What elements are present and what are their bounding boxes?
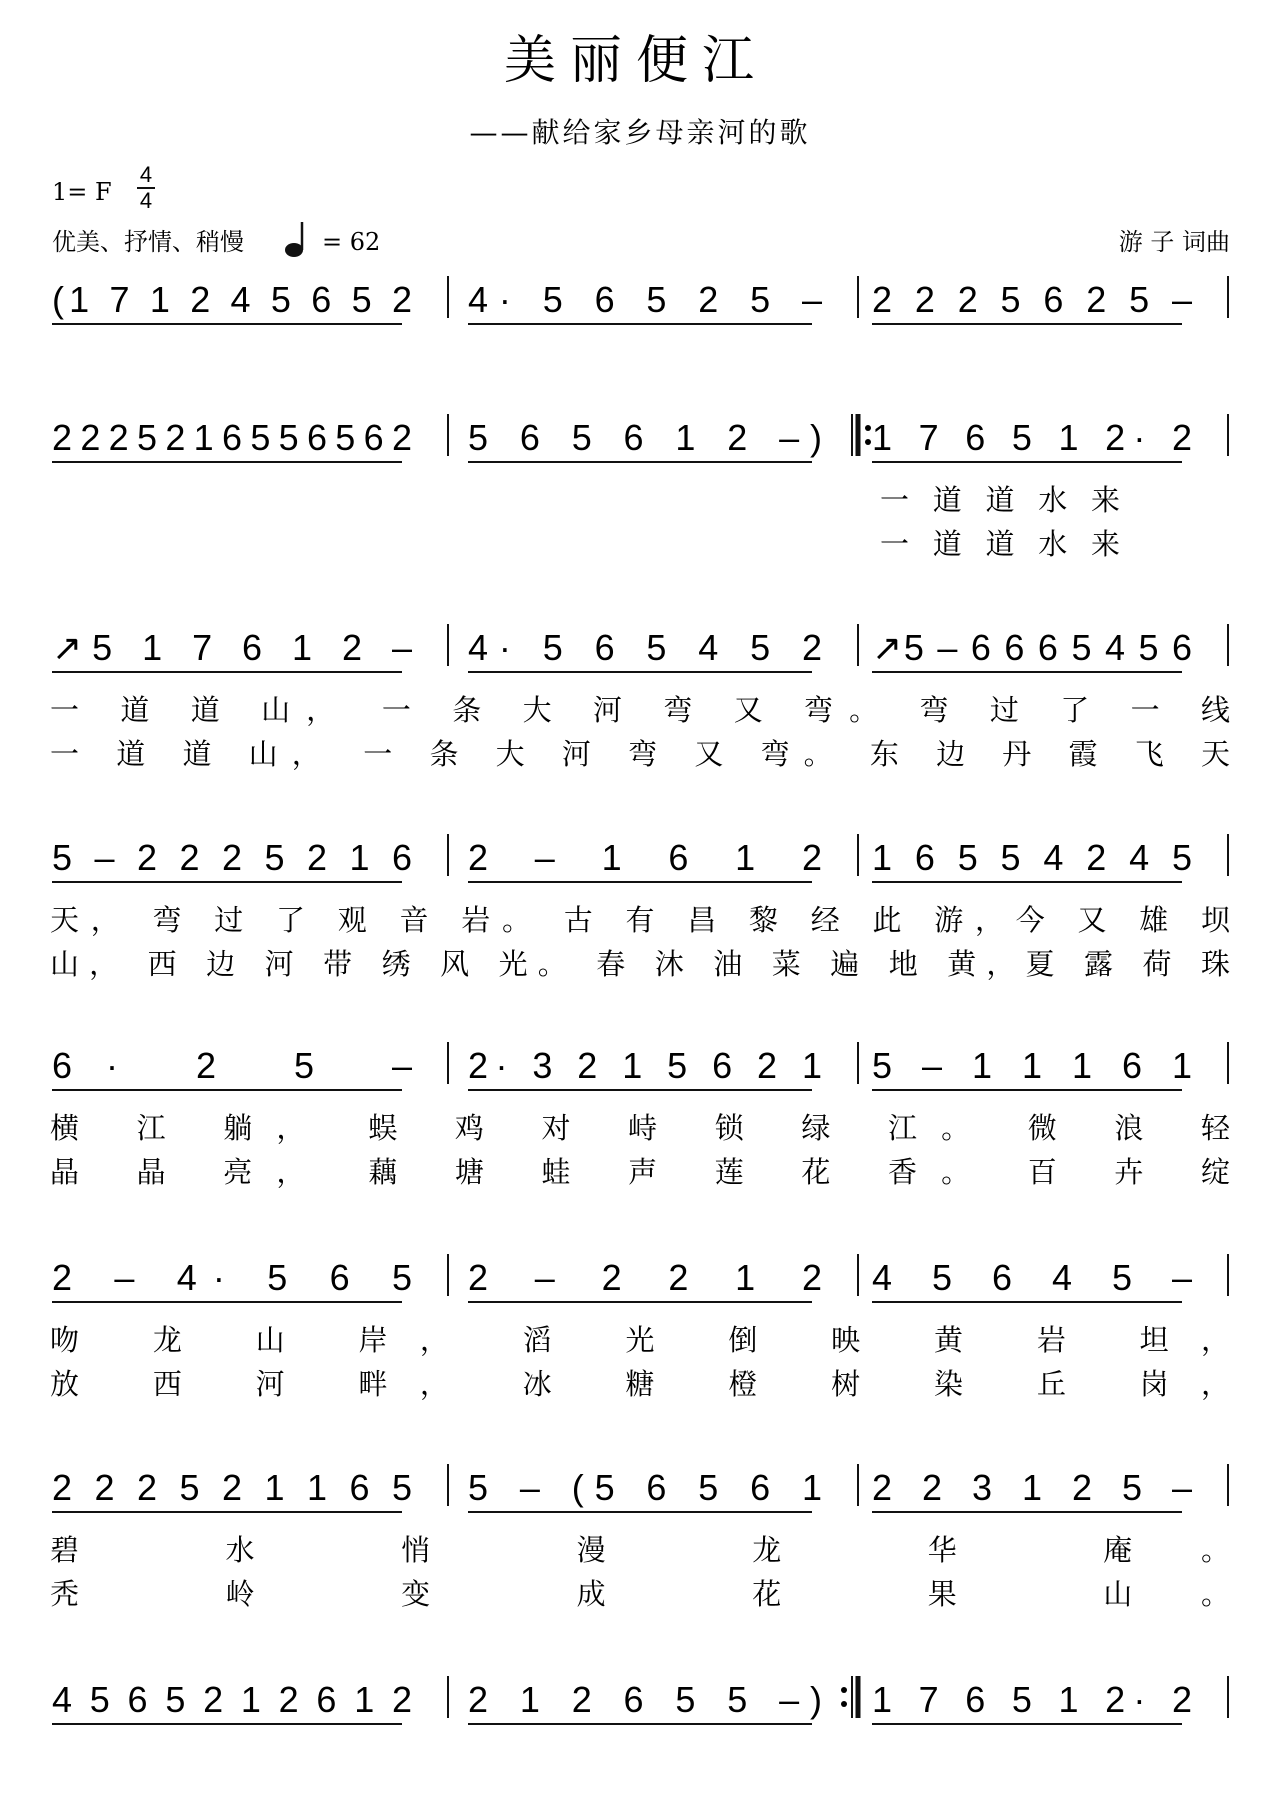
- time-signature-top: 4: [139, 162, 153, 187]
- score-systems: [50, 276, 1231, 1724]
- measure-notes: 4 5 6 5 2 1 2 6 1 2: [52, 1679, 412, 1720]
- score-system: [52, 414, 1228, 561]
- measure-notes: 2 – 2 2 1 2: [468, 1257, 822, 1298]
- measure-notes: 2 2 2 5 6 2 5 –: [872, 279, 1192, 320]
- repeat-dot: [865, 439, 871, 445]
- measure-notes: 2 2 2 5 2 1 6 5 5 6 5 6 2: [52, 417, 412, 458]
- tempo-value: = 62: [322, 228, 381, 256]
- lyric-line: 晶 晶 亮， 藕 塘 蛙 声 莲 花 香。 百 卉 绽: [50, 1155, 1230, 1189]
- repeat-dot: [841, 1701, 847, 1707]
- lyric-line: 山， 西 边 河 带 绣 风 光。 春 沐 油 菜 遍 地 黄，夏 露 荷 珠: [50, 947, 1230, 981]
- measure-notes: 1 7 6 5 1 2· 2: [872, 417, 1192, 458]
- measure-notes: 2 – 1 6 1 2: [468, 837, 822, 878]
- repeat-dot: [841, 1687, 847, 1693]
- measure-notes: 1 6 5 5 4 2 4 5: [872, 837, 1192, 878]
- measure-notes: 5 – 2 2 2 5 2 1 6: [52, 837, 412, 878]
- lyric-line: 一 道 道 山， 一 条 大 河 弯 又 弯。 东 边 丹 霞 飞 天: [50, 737, 1231, 771]
- lyric-line: 一 道 道 水 来: [880, 527, 1120, 561]
- lyric-line: 横 江 躺， 蜈 鸡 对 峙 锁 绿 江。 微 浪 轻: [50, 1111, 1230, 1145]
- song-subtitle: ——献给家乡母亲河的歌: [469, 116, 811, 149]
- lyric-line: 秃 岭 变 成 花 果 山。: [50, 1577, 1230, 1611]
- measure-notes: 4· 5 6 5 4 5 2: [468, 627, 822, 668]
- measure-notes: 5 – 1 1 1 6 1: [872, 1045, 1192, 1086]
- key-signature: 1= F: [52, 178, 112, 206]
- measure-notes: 4· 5 6 5 2 5 –: [468, 279, 822, 320]
- measure-notes: 5 – (5 6 5 6 1: [468, 1467, 822, 1508]
- score-system: [50, 1254, 1230, 1401]
- measure-notes: 6· 2 5 –: [52, 1045, 412, 1086]
- lyric-line: 天， 弯 过 了 观 音 岩。 古 有 昌 黎 经 此 游，今 又 雄 坝: [50, 903, 1230, 937]
- measure-notes: ↗5 1 7 6 1 2 –: [52, 627, 412, 668]
- song-title: 美丽便江: [503, 31, 769, 91]
- time-signature-bottom: 4: [139, 188, 153, 213]
- measure-notes: 2 – 4· 5 6 5: [52, 1257, 412, 1298]
- repeat-dot: [865, 425, 871, 431]
- quarter-note-icon: [285, 222, 303, 257]
- measure-notes: ↗5 – 6 6 6 5 4 5 6: [872, 627, 1192, 668]
- score-system: [52, 276, 1228, 324]
- score-system: [50, 834, 1231, 981]
- composer-credit: 游 子 词曲: [1118, 228, 1230, 256]
- lyric-line: 放 西 河 畔， 冰 糖 橙 树 染 丘 岗，: [50, 1367, 1230, 1401]
- measure-notes: 2 1 2 6 5 5 –): [468, 1679, 822, 1720]
- score-system: [50, 1464, 1230, 1611]
- score-system: [52, 1676, 1228, 1724]
- lyric-line: 一 道 道 水 来: [880, 483, 1120, 517]
- measure-notes: (1 7 1 2 4 5 6 5 2: [52, 279, 412, 320]
- lyric-line: 一 道 道 山， 一 条 大 河 弯 又 弯。 弯 过 了 一 线: [50, 693, 1230, 727]
- measure-notes: 5 6 5 6 1 2 –): [468, 417, 822, 458]
- score-system: [50, 624, 1230, 771]
- measure-notes: 4 5 6 4 5 –: [872, 1257, 1192, 1298]
- tempo-text: 优美、抒情、稍慢: [52, 228, 244, 256]
- measure-notes: 1 7 6 5 1 2· 2: [872, 1679, 1192, 1720]
- measure-notes: 2 2 3 1 2 5 –: [872, 1467, 1192, 1508]
- score-system: [50, 1042, 1231, 1189]
- lyric-line: 吻 龙 山 岸， 滔 光 倒 映 黄 岩 坦，: [50, 1323, 1230, 1357]
- lyric-line: 碧 水 悄 漫 龙 华 庵。: [50, 1533, 1230, 1567]
- measure-notes: 2· 3 2 1 5 6 2 1: [468, 1045, 822, 1086]
- measure-notes: 2 2 2 5 2 1 1 6 5: [52, 1467, 412, 1508]
